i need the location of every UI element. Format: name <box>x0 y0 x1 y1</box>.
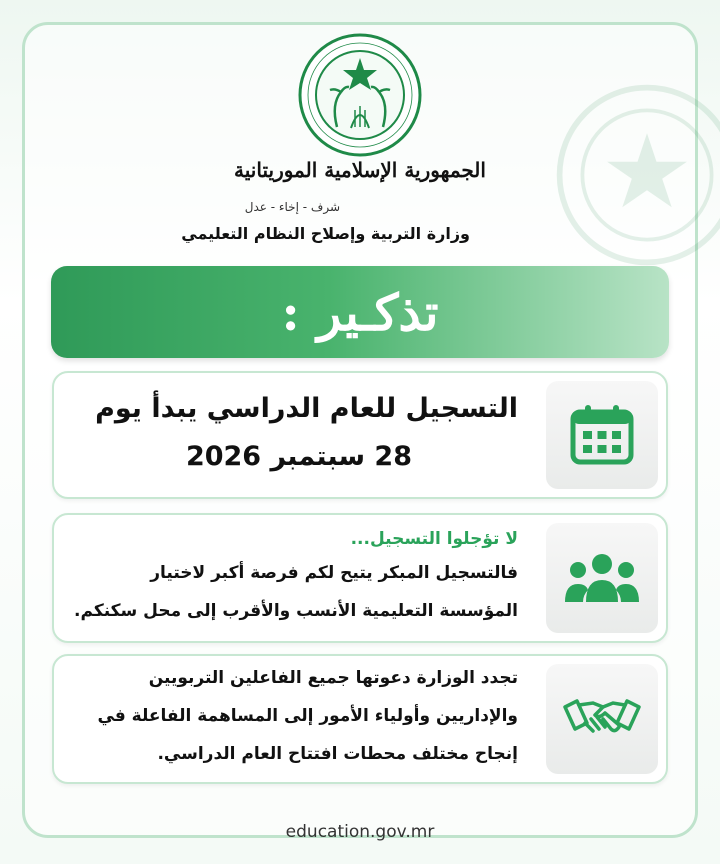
registration-date-card <box>52 371 668 499</box>
registration-start-text: التسجيل للعام الدراسي يبدأ يوم <box>95 393 518 424</box>
card-body-line: تجدد الوزارة دعوتها جميع الفاعلين التربويين <box>148 668 518 688</box>
reminder-banner <box>51 266 669 358</box>
card-body-line: المؤسسة التعليمية الأنسب والأقرب إلى محل سكنكم. <box>74 601 518 621</box>
national-motto: شرف - إخاء - عدل <box>244 200 340 214</box>
registration-date: 28 سبتمبر 2026 <box>185 441 412 472</box>
card-icon-tile <box>546 381 658 489</box>
card-body-line: والإداريين وأولياء الأمور إلى المساهمة الفاعلة في <box>97 706 518 726</box>
banner-title: تذكـير : <box>281 282 439 342</box>
card-icon-tile <box>546 664 658 774</box>
website-url: education.gov.mr <box>285 822 435 842</box>
national-seal-icon <box>297 32 423 158</box>
participation-call-card <box>52 654 668 784</box>
card-body-line: فالتسجيل المبكر يتيح لكم فرصة أكبر لاختيار <box>150 563 518 583</box>
calendar-icon <box>569 402 635 468</box>
people-group-icon <box>564 548 640 608</box>
card-headline: لا تؤجلوا التسجيل... <box>350 529 518 549</box>
ministry-name: وزارة التربية وإصلاح النظام التعليمي <box>181 224 470 243</box>
early-registration-card <box>52 513 668 643</box>
card-icon-tile <box>546 523 658 633</box>
handshake-icon <box>563 689 641 749</box>
republic-name: الجمهورية الإسلامية الموريتانية <box>234 158 486 182</box>
card-body-line: إنجاح مختلف محطات افتتاح العام الدراسي. <box>157 744 518 764</box>
